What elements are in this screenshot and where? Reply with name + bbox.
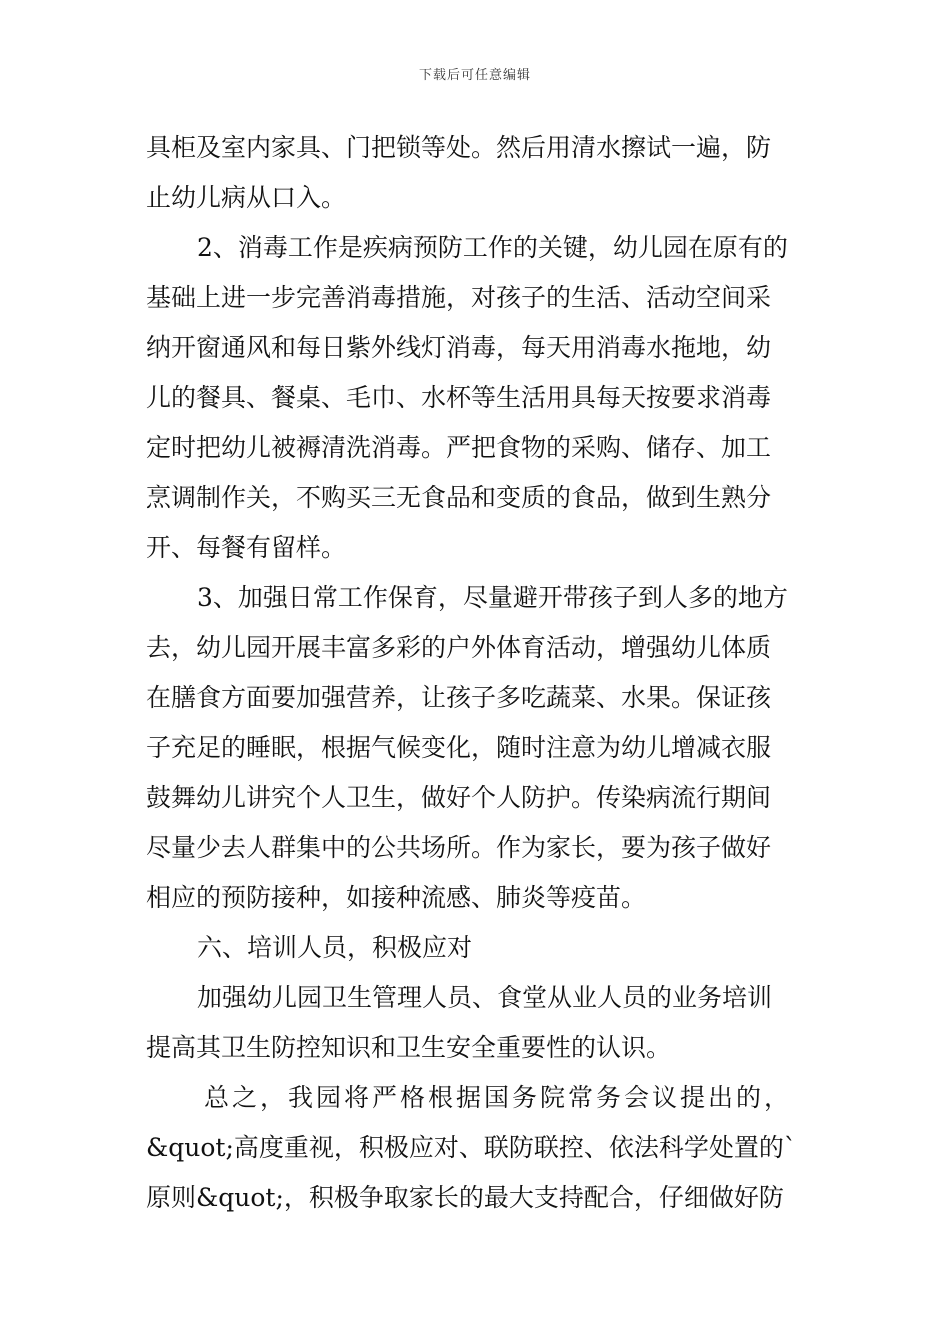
text-line: 纳开窗通风和每日紫外线灯消毒，每天用消毒水拖地，幼 [146,333,772,362]
text-line: 儿的餐具、餐桌、毛巾、水杯等生活用具每天按要求消毒 [146,383,772,412]
text-line: &quot;高度重视，积极应对、联防联控、依法科学处置的` [146,1133,797,1162]
text-line: 具柜及室内家具、门把锁等处。然后用清水擦试一遍，防 [146,133,772,162]
text-line: 去，幼儿园开展丰富多彩的户外体育活动，增强幼儿体质 [146,633,772,662]
section-heading: 六、培训人员，积极应对 [197,933,473,962]
text-line: 止幼儿病从口入。 [146,183,347,212]
paragraph-start-line: 3、加强日常工作保育，尽量避开带孩子到人多的地方 [197,583,788,612]
paragraph-start-line: 总之，我园将严格根据国务院常务会议提出的， [204,1083,793,1112]
paragraph-start-line: 加强幼儿园卫生管理人员、食堂从业人员的业务培训 [197,983,773,1012]
text-line: 原则&quot;，积极争取家长的最大支持配合，仔细做好防 [146,1183,784,1212]
text-line: 子充足的睡眠，根据气候变化，随时注意为幼儿增减衣服 [146,733,772,762]
text-line: 基础上进一步完善消毒措施，对孩子的生活、活动空间采 [146,283,772,312]
text-line: 定时把幼儿被褥清洗消毒。严把食物的采购、储存、加工 [146,433,772,462]
text-line: 在膳食方面要加强营养，让孩子多吃蔬菜、水果。保证孩 [146,683,772,712]
document-body [146,123,816,1223]
text-line: 烹调制作关，不购买三无食品和变质的食品，做到生熟分 [146,483,772,512]
text-line: 开、每餐有留样。 [146,533,347,562]
text-line: 相应的预防接种，如接种流感、肺炎等疫苗。 [146,883,647,912]
text-line: 鼓舞幼儿讲究个人卫生，做好个人防护。传染病流行期间 [146,783,772,812]
page-header: 下载后可任意编辑 [418,68,531,83]
text-line: 提高其卫生防控知识和卫生安全重要性的认识。 [146,1033,672,1062]
text-line: 尽量少去人群集中的公共场所。作为家长，要为孩子做好 [146,833,772,862]
paragraph-start-line: 2、消毒工作是疾病预防工作的关键，幼儿园在原有的 [197,233,788,262]
